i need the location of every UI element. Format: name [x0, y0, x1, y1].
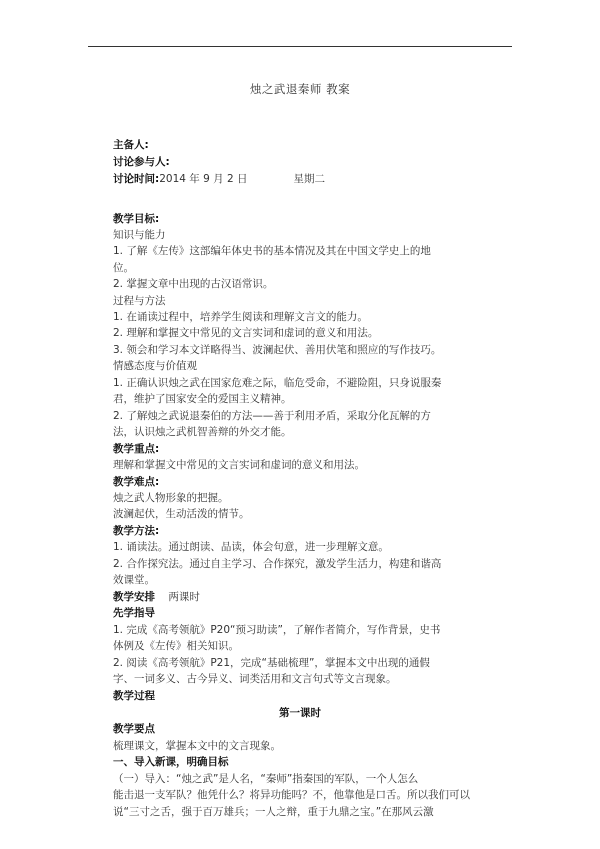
- method-1: 1. 诵读法。通过朗读、品读，体会句意，进一步理解文意。: [113, 541, 389, 553]
- intro-heading: 一、导入新课，明确目标: [113, 756, 229, 768]
- schedule-label: 教学安排: [113, 591, 155, 603]
- header-rule: [88, 46, 512, 47]
- process2-heading: 教学过程: [113, 690, 155, 702]
- knowledge-heading: 知识与能力: [113, 229, 166, 241]
- key-points-heading: 教学重点:: [113, 443, 160, 455]
- points-heading: 教学要点: [113, 723, 155, 735]
- emotion-item-1-cont: 君，维护了国家安全的爱国主义精神。: [113, 393, 292, 405]
- emotion-item-2-cont: 法，认识烛之武机智善辩的外交才能。: [113, 426, 292, 438]
- process-item-2: 2. 理解和掌握文中常见的文言实词和虚词的意义和用法。: [113, 327, 379, 339]
- participants-label: 讨论参与人:: [113, 156, 170, 168]
- lesson-1-heading: 第一课时: [279, 707, 321, 719]
- method-2-cont: 效课堂。: [113, 574, 155, 586]
- weekday: 星期二: [293, 173, 325, 185]
- objectives-heading: 教学目标:: [113, 213, 160, 225]
- method-2: 2. 合作探究法。通过自主学习、合作探究，激发学生活力，构建和谐高: [113, 558, 442, 570]
- guide-2-cont: 字、一词多义、古今异义、词类活用和文言句式等文言现象。: [113, 673, 397, 685]
- difficulty-1: 烛之武人物形象的把握。: [113, 492, 229, 504]
- guide-2: 2. 阅读《高考领航》P21，完成“基础梳理”，掌握本文中出现的通假: [113, 657, 430, 669]
- time-label: 讨论时间:: [113, 173, 160, 185]
- difficulties-heading: 教学难点:: [113, 476, 160, 488]
- intro-line-3: 说“三寸之舌，强于百万雄兵；一人之辩，重于九鼎之宝。”在那风云激: [113, 806, 434, 818]
- knowledge-item-2: 2. 掌握文章中出现的古汉语常识。: [113, 278, 274, 290]
- time-value: 2014 年 9 月 2 日: [159, 173, 248, 185]
- process-heading: 过程与方法: [113, 295, 166, 307]
- points-text: 梳理课文，掌握本文中的文言现象。: [113, 740, 281, 752]
- emotion-item-1: 1. 正确认识烛之武在国家危难之际，临危受命，不避险阻，只身说服秦: [113, 377, 442, 389]
- key-points-text: 理解和掌握文中常见的文言实词和虚词的意义和用法。: [113, 459, 365, 471]
- guide-1: 1. 完成《高考领航》P20“预习助读”，了解作者简介，写作背景，史书: [113, 624, 441, 636]
- guide-heading: 先学指导: [113, 607, 155, 619]
- emotion-item-2: 2. 了解烛之武说退秦伯的方法——善于利用矛盾，采取分化瓦解的方: [113, 410, 431, 422]
- difficulty-2: 波澜起伏，生动活泼的情节。: [113, 508, 250, 520]
- intro-line-1: （一）导入：“烛之武”是人名，“秦师”指秦国的军队，一个人怎么: [113, 773, 419, 785]
- knowledge-item-1: 1. 了解《左传》这部编年体史书的基本情况及其在中国文学史上的地: [113, 245, 431, 257]
- emotion-heading: 情感态度与价值观: [113, 360, 197, 372]
- methods-heading: 教学方法:: [113, 525, 160, 537]
- document-title: 烛之武退秦师 教案: [249, 82, 351, 96]
- process-item-3: 3. 领会和学习本文详略得当、波澜起伏、善用伏笔和照应的写作技巧。: [113, 344, 442, 356]
- guide-1-cont: 体例及《左传》相关知识。: [113, 640, 239, 652]
- process-item-1: 1. 在诵读过程中，培养学生阅读和理解文言文的能力。: [113, 311, 368, 323]
- schedule-value: 两课时: [168, 591, 200, 603]
- discussion-time-line: [113, 173, 325, 186]
- schedule-line: [113, 591, 200, 604]
- preparer-label: 主备人:: [113, 139, 149, 151]
- intro-line-2: 能击退一支军队？他凭什么？将异功能吗？不，他靠他是口舌。所以我们可以: [113, 789, 470, 801]
- knowledge-item-1-cont: 位。: [113, 262, 134, 274]
